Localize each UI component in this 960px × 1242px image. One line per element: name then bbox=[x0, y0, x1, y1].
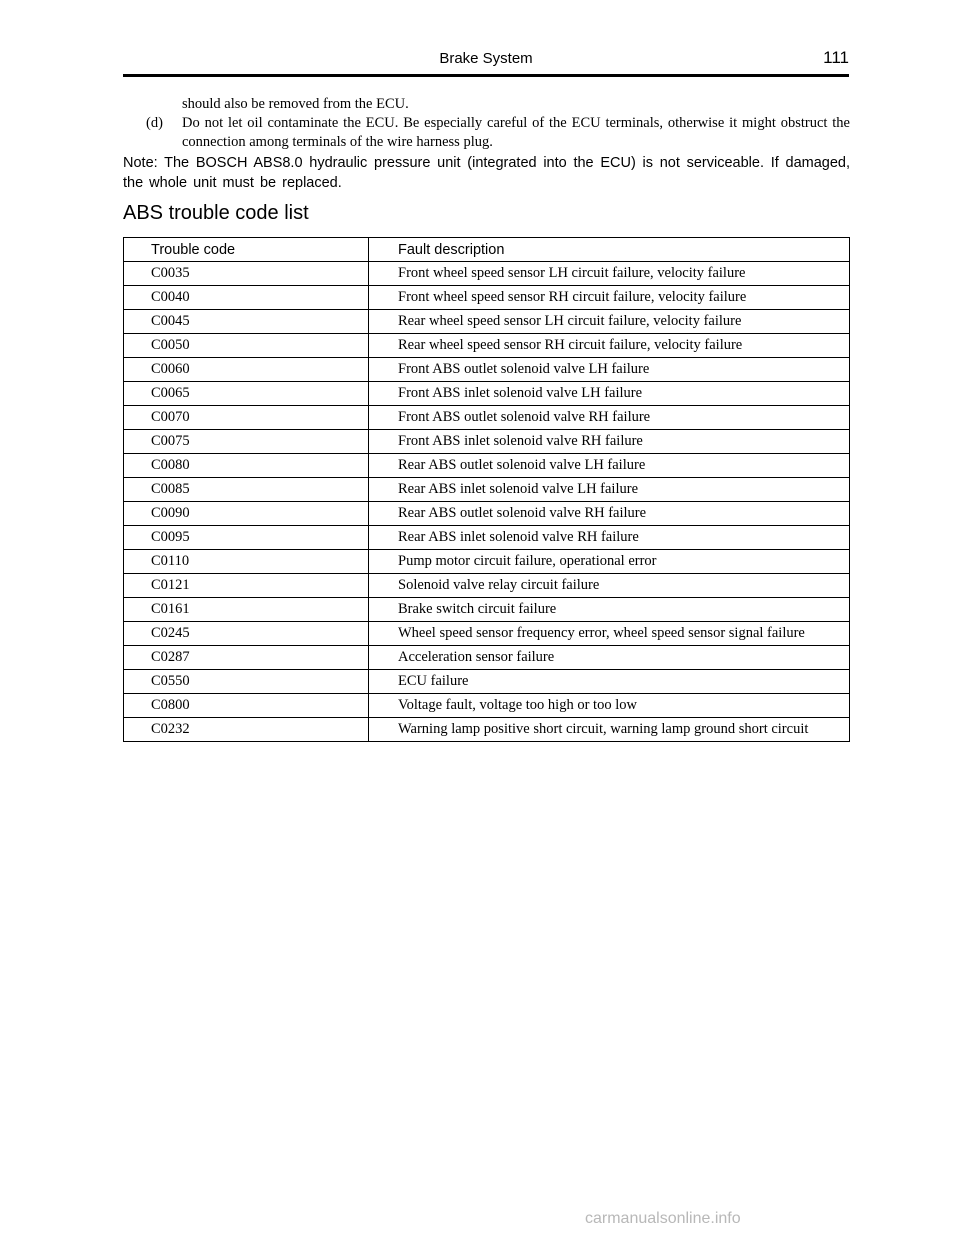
fault-description-cell: Rear ABS outlet solenoid valve LH failure bbox=[369, 454, 850, 478]
section-title: ABS trouble code list bbox=[123, 202, 309, 224]
list-item-d bbox=[123, 114, 850, 152]
table-row bbox=[124, 574, 850, 598]
watermark: carmanualsonline.info bbox=[585, 1210, 741, 1227]
table-row bbox=[124, 406, 850, 430]
fault-description-cell: Front wheel speed sensor RH circuit failure, velocity failure bbox=[369, 286, 850, 310]
table-row bbox=[124, 646, 850, 670]
trouble-code-cell: C0121 bbox=[124, 574, 369, 598]
page-header-title: Brake System bbox=[439, 50, 533, 67]
trouble-code-cell: C0060 bbox=[124, 358, 369, 382]
trouble-code-cell: C0245 bbox=[124, 622, 369, 646]
table-row bbox=[124, 526, 850, 550]
trouble-code-cell: C0080 bbox=[124, 454, 369, 478]
table-row bbox=[124, 334, 850, 358]
fault-description-cell: Rear wheel speed sensor LH circuit failure, velocity failure bbox=[369, 310, 850, 334]
column-header-trouble-code: Trouble code bbox=[124, 238, 369, 262]
table-row bbox=[124, 382, 850, 406]
list-marker: (d) bbox=[146, 115, 163, 131]
body-text bbox=[123, 95, 850, 193]
table-row bbox=[124, 454, 850, 478]
trouble-code-cell: C0095 bbox=[124, 526, 369, 550]
table-row bbox=[124, 718, 850, 742]
fault-description-cell: Rear wheel speed sensor RH circuit failure, velocity failure bbox=[369, 334, 850, 358]
fault-description-cell: Rear ABS outlet solenoid valve RH failure bbox=[369, 502, 850, 526]
fault-description-cell: Solenoid valve relay circuit failure bbox=[369, 574, 850, 598]
note-paragraph: Note: The BOSCH ABS8.0 hydraulic pressure unit (integrated into the ECU) is not serviceable. If damaged, the whole unit must be replaced. bbox=[123, 155, 850, 191]
trouble-code-cell: C0050 bbox=[124, 334, 369, 358]
list-item-text: Do not let oil contaminate the ECU. Be especially careful of the ECU terminals, otherwise it might obstruct the connection among terminals of the wire harness plug. bbox=[182, 115, 850, 150]
trouble-code-cell: C0075 bbox=[124, 430, 369, 454]
trouble-code-cell: C0085 bbox=[124, 478, 369, 502]
table-row bbox=[124, 598, 850, 622]
fault-description-cell: ECU failure bbox=[369, 670, 850, 694]
table-row bbox=[124, 430, 850, 454]
table-row bbox=[124, 502, 850, 526]
table-row bbox=[124, 670, 850, 694]
table-row bbox=[124, 550, 850, 574]
table-row bbox=[124, 694, 850, 718]
fault-description-cell: Front ABS outlet solenoid valve LH failure bbox=[369, 358, 850, 382]
fault-description-cell: Rear ABS inlet solenoid valve LH failure bbox=[369, 478, 850, 502]
trouble-code-table bbox=[123, 237, 850, 742]
table-row bbox=[124, 310, 850, 334]
fault-description-cell: Front ABS outlet solenoid valve RH failure bbox=[369, 406, 850, 430]
trouble-code-cell: C0070 bbox=[124, 406, 369, 430]
table-header-row bbox=[124, 238, 850, 262]
trouble-code-cell: C0065 bbox=[124, 382, 369, 406]
page-number: 111 bbox=[823, 48, 849, 67]
fault-description-cell: Warning lamp positive short circuit, warning lamp ground short circuit bbox=[369, 718, 850, 742]
fault-description-cell: Wheel speed sensor frequency error, wheel speed sensor signal failure bbox=[369, 622, 850, 646]
table-row bbox=[124, 622, 850, 646]
trouble-code-cell: C0040 bbox=[124, 286, 369, 310]
trouble-code-cell: C0161 bbox=[124, 598, 369, 622]
table-body bbox=[124, 262, 850, 742]
trouble-code-cell: C0035 bbox=[124, 262, 369, 286]
trouble-code-cell: C0287 bbox=[124, 646, 369, 670]
fault-description-cell: Front ABS inlet solenoid valve LH failure bbox=[369, 382, 850, 406]
trouble-code-cell: C0800 bbox=[124, 694, 369, 718]
page-header bbox=[123, 48, 849, 77]
continuation-line: should also be removed from the ECU. bbox=[182, 96, 409, 112]
trouble-code-cell: C0550 bbox=[124, 670, 369, 694]
fault-description-cell: Front ABS inlet solenoid valve RH failure bbox=[369, 430, 850, 454]
trouble-code-cell: C0045 bbox=[124, 310, 369, 334]
trouble-code-cell: C0232 bbox=[124, 718, 369, 742]
fault-description-cell: Front wheel speed sensor LH circuit failure, velocity failure bbox=[369, 262, 850, 286]
fault-description-cell: Acceleration sensor failure bbox=[369, 646, 850, 670]
fault-description-cell: Pump motor circuit failure, operational error bbox=[369, 550, 850, 574]
table-row bbox=[124, 262, 850, 286]
table-row bbox=[124, 478, 850, 502]
fault-description-cell: Voltage fault, voltage too high or too low bbox=[369, 694, 850, 718]
trouble-code-cell: C0110 bbox=[124, 550, 369, 574]
fault-description-cell: Rear ABS inlet solenoid valve RH failure bbox=[369, 526, 850, 550]
column-header-fault-description: Fault description bbox=[369, 238, 850, 262]
table-row bbox=[124, 286, 850, 310]
trouble-code-cell: C0090 bbox=[124, 502, 369, 526]
fault-description-cell: Brake switch circuit failure bbox=[369, 598, 850, 622]
table-row bbox=[124, 358, 850, 382]
